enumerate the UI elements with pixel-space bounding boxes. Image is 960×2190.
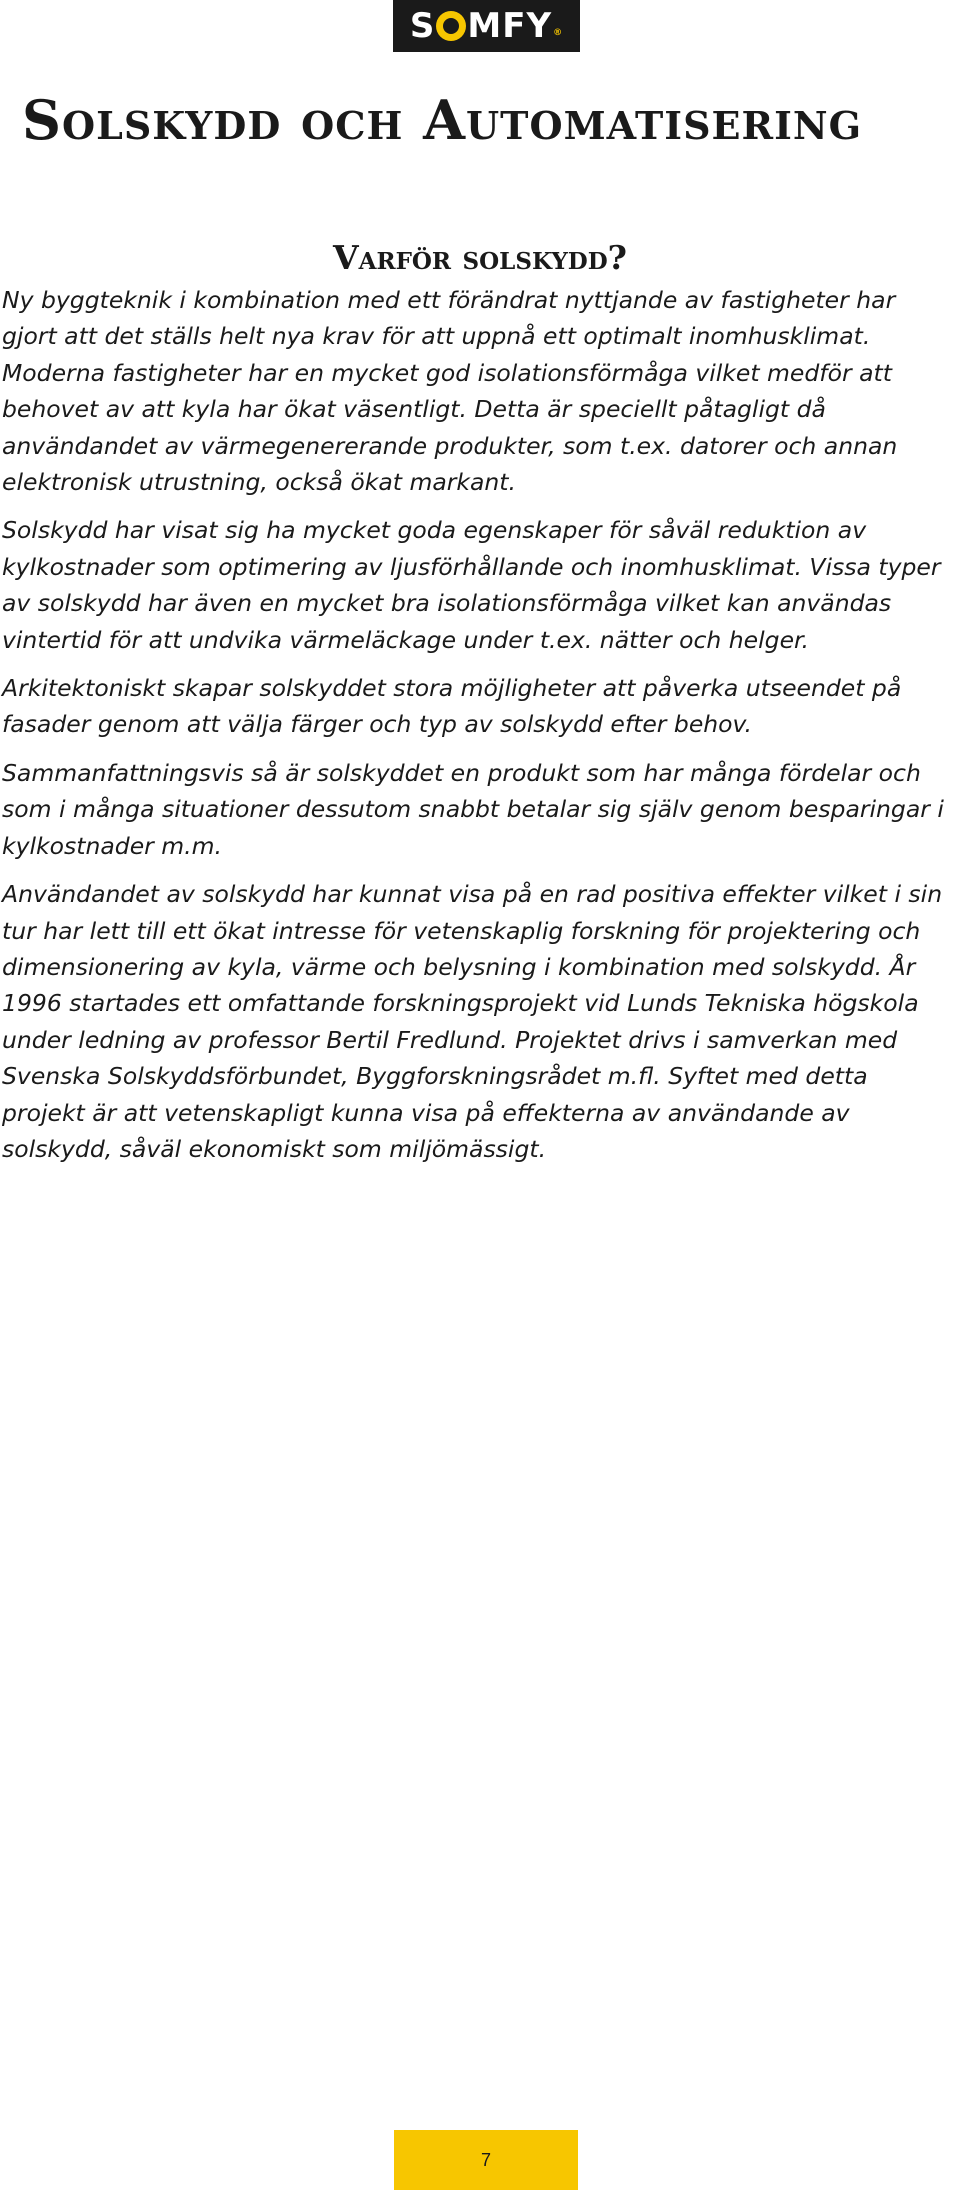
page-number: 7 xyxy=(394,2130,578,2190)
paragraph: Sammanfattningsvis så är solskyddet en produkt som har många fördelar och som i många situationer dessutom snabbt betalar sig själv genom besparingar i kylkostnader m.m. xyxy=(2,758,944,860)
section-heading: Varför solskydd? xyxy=(333,238,627,277)
body-text xyxy=(2,282,957,1179)
sun-icon xyxy=(436,11,466,41)
somfy-logo-wordmark: S MFY ® xyxy=(409,6,564,46)
page-title: Solskydd och Automatisering xyxy=(22,88,863,152)
paragraph: Solskydd har visat sig ha mycket goda egenskaper för såväl reduktion av kylkostnader som optimering av ljusförhållande och inomhusklimat. Vissa typer av solskydd har även en mycket bra isolationsförmåga vilket kan användas vintertid för att undvika värmeläckage under t.ex. nätter och helger. xyxy=(2,516,941,654)
registered-mark: ® xyxy=(553,28,564,38)
paragraph: Arkitektoniskt skapar solskyddet stora möjligheter att påverka utseendet på fasader genom att välja färger och typ av solskydd efter behov. xyxy=(2,674,902,739)
somfy-logo xyxy=(393,0,580,52)
paragraph: Ny byggteknik i kombination med ett förändrat nyttjande av fastigheter har gjort att det ställs helt nya krav för att uppnå ett optimalt inomhusklimat. Moderna fastigheter har en mycket god isolationsförmåga vilket medför att behovet av att kyla har ökat väsentligt. Detta är speciellt påtagligt då användandet av värmegenererande produkter, som t.ex. datorer och annan elektronisk utrustning, också ökat markant. xyxy=(2,286,898,497)
paragraph: Användandet av solskydd har kunnat visa på en rad positiva effekter vilket i sin tur har lett till ett ökat intresse för vetenskaplig forskning för projektering och dimensionering av kyla, värme och belysning i kombination med solskydd. År 1996 startades ett omfattande forskningsprojekt vid Lunds Tekniska högskola under ledning av professor Bertil Fredlund. Projektet drivs i samverkan med Svenska Solskyddsförbundet, Byggforskningsrådet m.fl. Syftet med detta projekt är att vetenskapligt kunna visa på effekterna av användande av solskydd, såväl ekonomiskt som miljömässigt. xyxy=(2,880,943,1163)
